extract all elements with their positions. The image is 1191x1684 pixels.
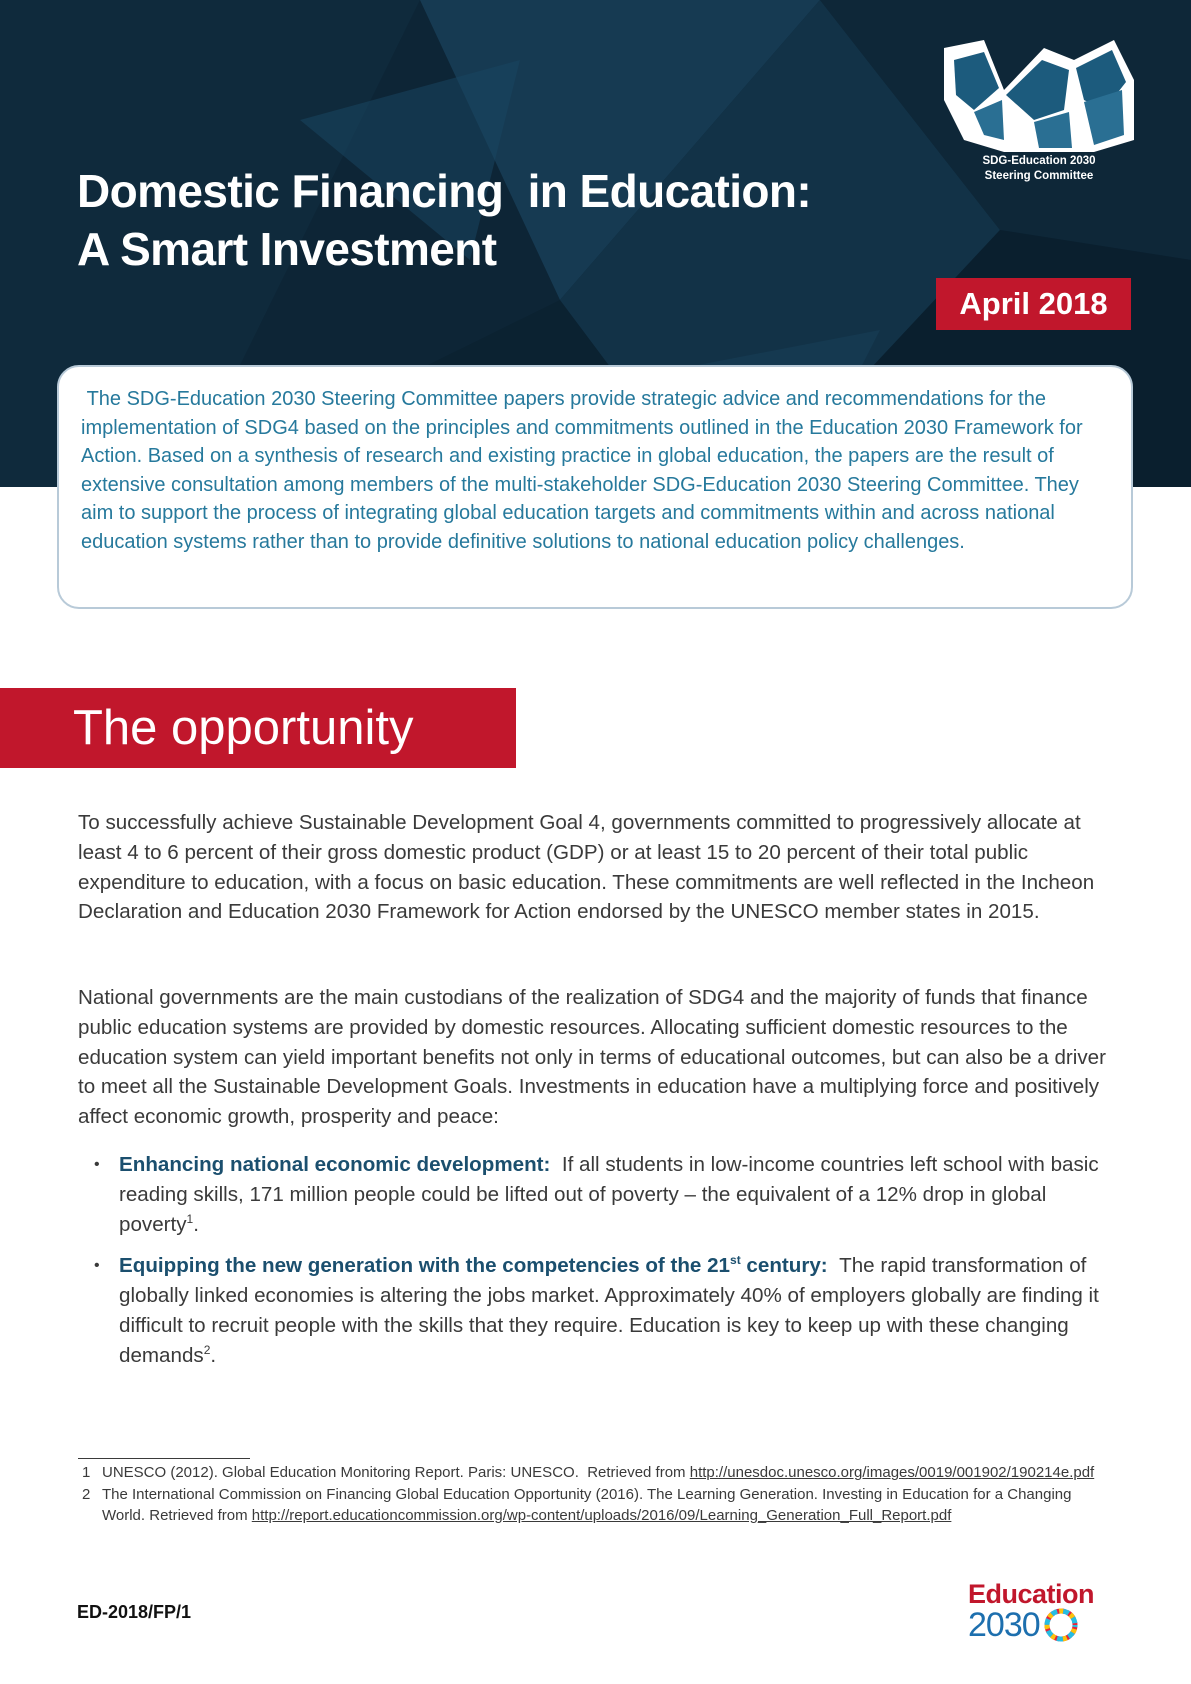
page-title <box>77 162 811 278</box>
footnote-ref: 1 <box>186 1211 194 1226</box>
bullet-heading: Enhancing national economic development: <box>119 1153 551 1176</box>
footnote-divider <box>78 1458 250 1459</box>
bullet-list <box>78 1150 1111 1383</box>
title-line1: Domestic Financing in Education: <box>77 165 812 217</box>
footnote-ref: 2 <box>203 1342 211 1357</box>
list-item <box>78 1150 1111 1239</box>
list-item <box>78 1251 1111 1370</box>
footnote-text: The International Commission on Financing Global Education Opportunity (2016). The Learning Generation. Investing in Education for a Changing World. Retrieved from <box>102 1485 1076 1524</box>
footnote-number: 1 <box>82 1464 91 1481</box>
logo-year: 2030 <box>968 1606 1040 1644</box>
footnote-text: UNESCO (2012). Global Education Monitoring Report. Paris: UNESCO. Retrieved from <box>102 1464 690 1481</box>
bullet-heading-sup: st <box>730 1253 741 1268</box>
bullet-text: If all students in low-income countries left school with basic reading skills, 171 million people could be lifted out of poverty – the equivalent of a 12% drop in global poverty <box>119 1153 1099 1236</box>
logo-caption <box>944 154 1134 184</box>
paragraph-2: National governments are the main custodians of the realization of SDG4 and the majority of funds that finance public education systems are provided by domestic resources. Allocating sufficient domestic resources to the education system can yield important benefits not only in terms of educational outcomes, but can also be a driver to meet all the Sustainable Development Goals. Investments in education have a multiplying force and positively affect economic growth, prosperity and peace: <box>78 986 1106 1129</box>
document-code: ED-2018/FP/1 <box>77 1602 192 1622</box>
bullet-heading <box>119 1254 828 1277</box>
bullet-text: The rapid transformation of globally linked economies is altering the jobs market. Approximately 40% of employers globally are finding it difficult to recruit people with the skills that they require. Education is key to keep up with these changing demands <box>119 1254 1099 1367</box>
footnote-link[interactable]: http://unesdoc.unesco.org/images/0019/001902/190214e.pdf <box>689 1464 1095 1481</box>
education-2030-logo <box>968 1580 1108 1642</box>
footnote-2 <box>78 1484 1118 1527</box>
logo-caption-line1: SDG-Education 2030 <box>982 155 1096 167</box>
sdg-steering-committee-logo <box>944 40 1134 152</box>
bullet-heading-post: century: <box>740 1254 828 1278</box>
section-heading: The opportunity <box>0 688 516 768</box>
bullet-end: . <box>210 1343 217 1367</box>
date-badge: April 2018 <box>936 278 1131 330</box>
footnote-number: 2 <box>82 1485 91 1503</box>
footnotes <box>78 1462 1118 1527</box>
title-line2: A Smart Investment <box>77 223 497 275</box>
logo-caption-line2: Steering Committee <box>984 170 1094 182</box>
footnote-link[interactable]: http://report.educationcommission.org/wp-content/uploads/2016/09/Learning_Generation_Full_Report.pdf <box>251 1507 952 1524</box>
logo-year-row <box>968 1608 1108 1642</box>
bullet-marker: • <box>94 1257 100 1275</box>
paragraph-1: To successfully achieve Sustainable Development Goal 4, governments committed to progressively allocate at least 4 to 6 percent of their gross domestic product (GDP) or at least 15 to 20 percent of their total public expenditure to education, with a focus on basic education. These commitments are well reflected in the Incheon Declaration and Education 2030 Framework for Action endorsed by the UNESCO member states in 2015. <box>78 811 1095 924</box>
footnote-1 <box>78 1462 1118 1484</box>
intro-box <box>57 365 1133 609</box>
bullet-end: . <box>193 1212 199 1236</box>
sdg-wheel-icon <box>1044 1608 1078 1642</box>
bullet-heading-pre: Equipping the new generation with the competencies of the 21 <box>119 1254 731 1278</box>
intro-text: The SDG-Education 2030 Steering Committee papers provide strategic advice and recommendations for the implementation of SDG4 based on the principles and commitments outlined in the Education 2030 Framework for Action. Based on a synthesis of research and existing practice in global education, the papers are the result of extensive consultation among members of the multi-stakeholder SDG-Education 2030 Steering Committee. They aim to support the process of integrating global education targets and commitments within and across national education systems rather than to provide definitive solutions to national education policy challenges. <box>81 388 1088 553</box>
bullet-marker: • <box>94 1156 100 1173</box>
logo-word: Education <box>968 1579 1095 1609</box>
